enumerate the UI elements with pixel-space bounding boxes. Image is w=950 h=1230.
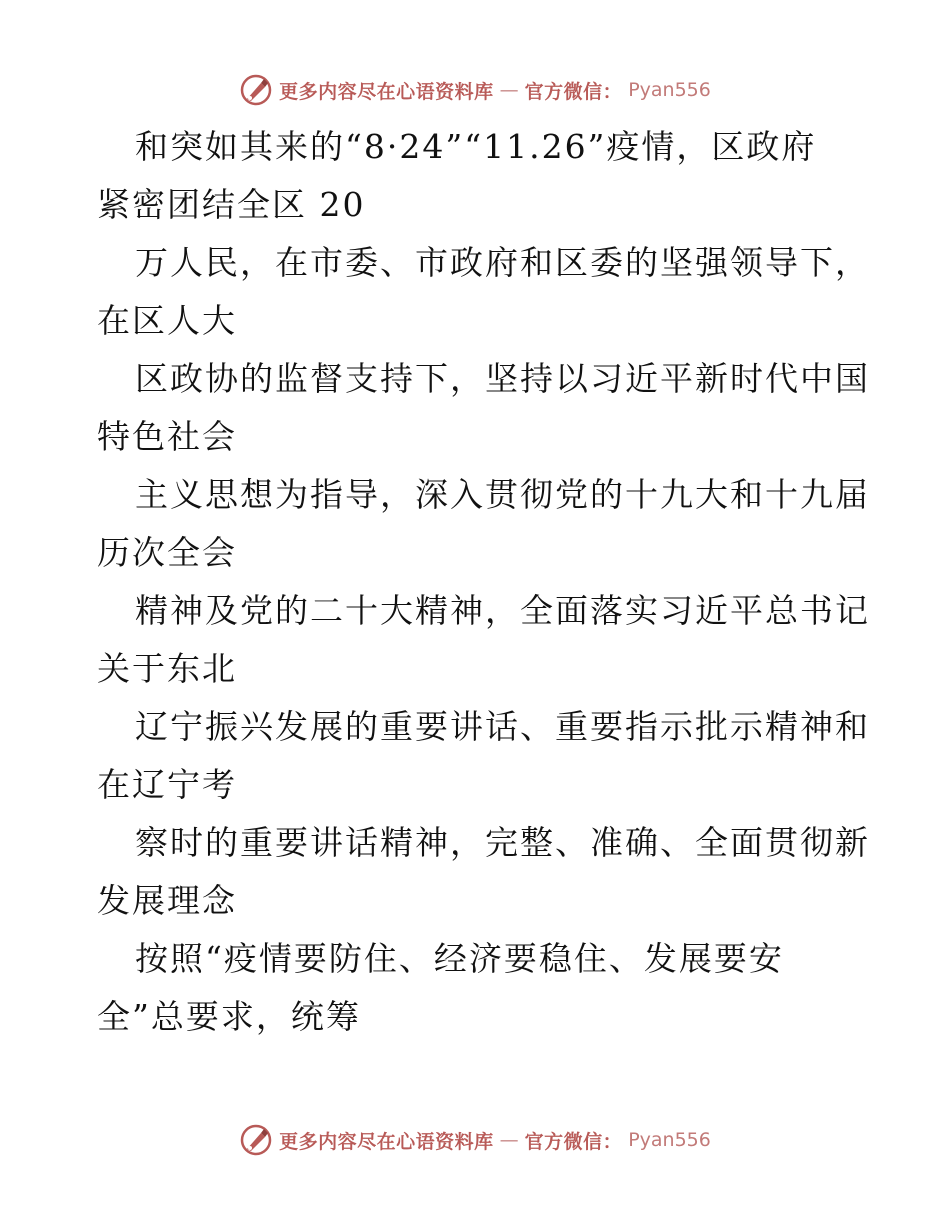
body-text-line: 主义思想为指导，深入贯彻党的十九大和十九届 bbox=[135, 475, 870, 514]
body-text-line: 关于东北 bbox=[97, 649, 237, 688]
watermark-brand-text: 更多内容尽在心语资料库 bbox=[279, 1130, 494, 1153]
watermark-wechat-id: Pyan556 bbox=[628, 1129, 711, 1151]
footer-watermark bbox=[0, 1120, 950, 1160]
body-text-line: 在辽宁考 bbox=[97, 765, 237, 804]
watermark-wechat-label: 官方微信： bbox=[524, 80, 623, 103]
body-text-line: 区政协的监督支持下，坚持以习近平新时代中国 bbox=[135, 359, 870, 398]
pen-logo-icon bbox=[239, 1123, 273, 1157]
body-text-line: 察时的重要讲话精神，完整、准确、全面贯彻新 bbox=[135, 823, 870, 862]
pen-logo-icon bbox=[239, 73, 273, 107]
body-text-line: 和突如其来的“8·24”“11.26”疫情，区政府 bbox=[135, 127, 817, 166]
watermark-wechat-label: 官方微信： bbox=[524, 1130, 623, 1153]
body-text-line: 精神及党的二十大精神，全面落实习近平总书记 bbox=[135, 591, 870, 630]
document-body bbox=[97, 118, 870, 1046]
body-text-line: 辽宁振兴发展的重要讲话、重要指示批示精神和 bbox=[135, 707, 870, 746]
body-text-line: 全”总要求，统筹 bbox=[97, 997, 361, 1036]
body-text-line: 万人民，在市委、市政府和区委的坚强领导下， bbox=[135, 243, 870, 282]
watermark-separator: — bbox=[499, 1129, 519, 1151]
body-text-line: 历次全会 bbox=[97, 533, 237, 572]
body-text-line: 紧密团结全区 20 bbox=[97, 185, 366, 224]
body-text-line: 按照“疫情要防住、经济要稳住、发展要安 bbox=[135, 939, 784, 978]
body-text-line: 发展理念 bbox=[97, 881, 237, 920]
watermark-wechat-id: Pyan556 bbox=[628, 79, 711, 101]
body-text-line: 在区人大 bbox=[97, 301, 237, 340]
watermark-separator: — bbox=[499, 79, 519, 101]
watermark-brand-text: 更多内容尽在心语资料库 bbox=[279, 80, 494, 103]
body-text-line: 特色社会 bbox=[97, 417, 237, 456]
header-watermark bbox=[0, 70, 950, 110]
